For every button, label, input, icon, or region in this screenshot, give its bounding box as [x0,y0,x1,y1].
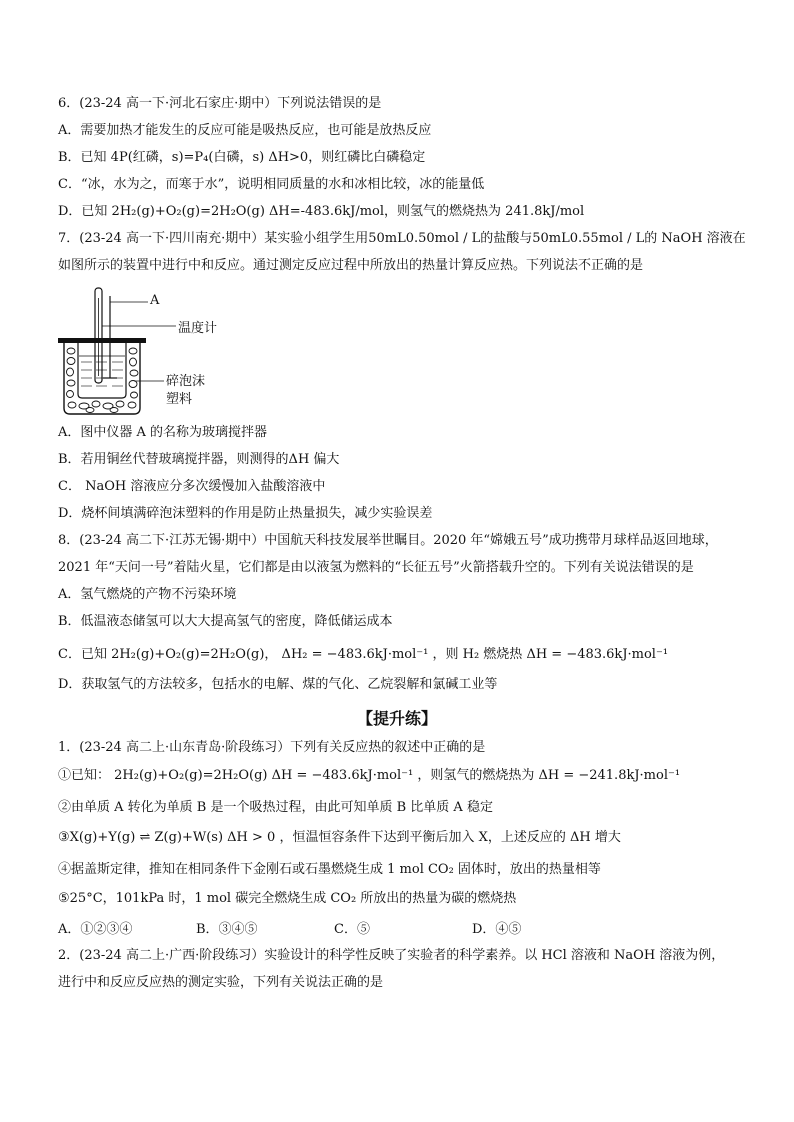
q8-stem-line2: 2021 年“天问一号”着陆火星，它们都是由以液氢为燃料的“长征五号”火箭搭载升空的。下列有关说法错误的是 [58,560,694,575]
q8-stem-line1: 8．(23-24 高二下·江苏无锡·期中）中国航天科技发展举世瞩目。2020 年“嫦娥五号”成功携带月球样品返回地球， [58,533,718,548]
q6-option-d: D．已知 2H₂(g)+O₂(g)=2H₂O(g) ΔH=-483.6kJ/mol，则氢气的燃烧热为 241.8kJ/mol [58,204,585,219]
p2-stem-line1: 2．(23-24 高二上·广西·阶段练习）实验设计的科学性反映了实验者的科学素养。以 HCl 溶液和 NaOH 溶液为例， [58,948,725,963]
calorimeter-figure [56,286,246,422]
q7-option-a: A．图中仪器 A 的名称为玻璃搅拌器 [58,425,268,440]
q8-option-c: C．已知 2H₂(g)+O₂(g)=2H₂O(g)， ΔH₂ = −483.6kJ·mol⁻¹ ，则 H₂ 燃烧热 ΔH = −483.6kJ·mol⁻¹ [58,647,669,662]
q7-option-c: C． NaOH 溶液应分多次缓慢加入盐酸溶液中 [58,479,326,494]
q8-option-b: B．低温液态储氢可以大大提高氢气的密度，降低储运成本 [58,614,393,629]
q6-option-c: C．“冰，水为之，而寒于水”，说明相同质量的水和冰相比较，冰的能量低 [58,177,485,192]
p1-choice-b: B．③④⑤ [196,922,258,937]
q6-option-b: B．已知 4P(红磷，s)=P₄(白磷，s) ΔH>0，则红磷比白磷稳定 [58,150,426,165]
q7-stem-line1: 7．(23-24 高一下·四川南充·期中）某实验小组学生用50mL0.50mol / L的盐酸与50mL0.55mol / L的 NaOH 溶液在 [58,231,746,246]
calorimeter-lid [58,338,146,343]
p1-statement-1: ①已知： 2H₂(g)+O₂(g)=2H₂O(g) ΔH = −483.6kJ·mol⁻¹ ，则氢气的燃烧热为 ΔH = −241.8kJ·mol⁻¹ [58,768,681,783]
figure-label-foam-line1: 碎泡沫 [166,374,206,389]
p1-statement-4: ④据盖斯定律，推知在相同条件下金刚石或石墨燃烧生成 1 mol CO₂ 固体时，放出的热量相等 [58,862,601,877]
q8-option-d: D．获取氢气的方法较多，包括水的电解、煤的气化、乙烷裂解和氯碱工业等 [58,677,498,692]
figure-label-thermometer: 温度计 [178,321,218,336]
q8-option-a: A．氢气燃烧的产物不污染环境 [58,587,237,602]
q6-option-a: A．需要加热才能发生的反应可能是吸热反应，也可能是放热反应 [58,123,432,138]
q7-stem-line2: 如图所示的装置中进行中和反应。通过测定反应过程中所放出的热量计算反应热。下列说法不正确的是 [58,258,644,273]
p1-choice-c: C．⑤ [334,922,370,937]
p1-statement-3: ③X(g)+Y(g) ⇌ Z(g)+W(s) ΔH > 0 ，恒温恒容条件下达到平衡后加入 X，上述反应的 ΔH 增大 [58,830,621,845]
p2-stem-line2: 进行中和反应反应热的测定实验，下列有关说法正确的是 [58,975,384,990]
p1-stem: 1．(23-24 高二上·山东青岛·阶段练习）下列有关反应热的叙述中正确的是 [58,740,486,755]
section-title: 【提升练】 [356,709,437,728]
figure-label-a: A [150,293,160,308]
q7-option-b: B．若用铜丝代替玻璃搅拌器，则测得的ΔH 偏大 [58,452,340,467]
q7-option-d: D．烧杯间填满碎泡沫塑料的作用是防止热量损失，减少实验误差 [58,506,433,521]
p1-choice-a: A．①②③④ [58,922,133,937]
p1-choice-d: D．④⑤ [472,922,522,937]
p1-statement-2: ②由单质 A 转化为单质 B 是一个吸热过程，由此可知单质 B 比单质 A 稳定 [58,800,493,815]
q6-stem: 6．(23-24 高一下·河北石家庄·期中）下列说法错误的是 [58,96,382,111]
figure-label-foam-line2: 塑料 [166,392,193,407]
p1-statement-5: ⑤25°C，101kPa 时，1 mol 碳完全燃烧生成 CO₂ 所放出的热量为碳的燃烧热 [58,891,517,906]
